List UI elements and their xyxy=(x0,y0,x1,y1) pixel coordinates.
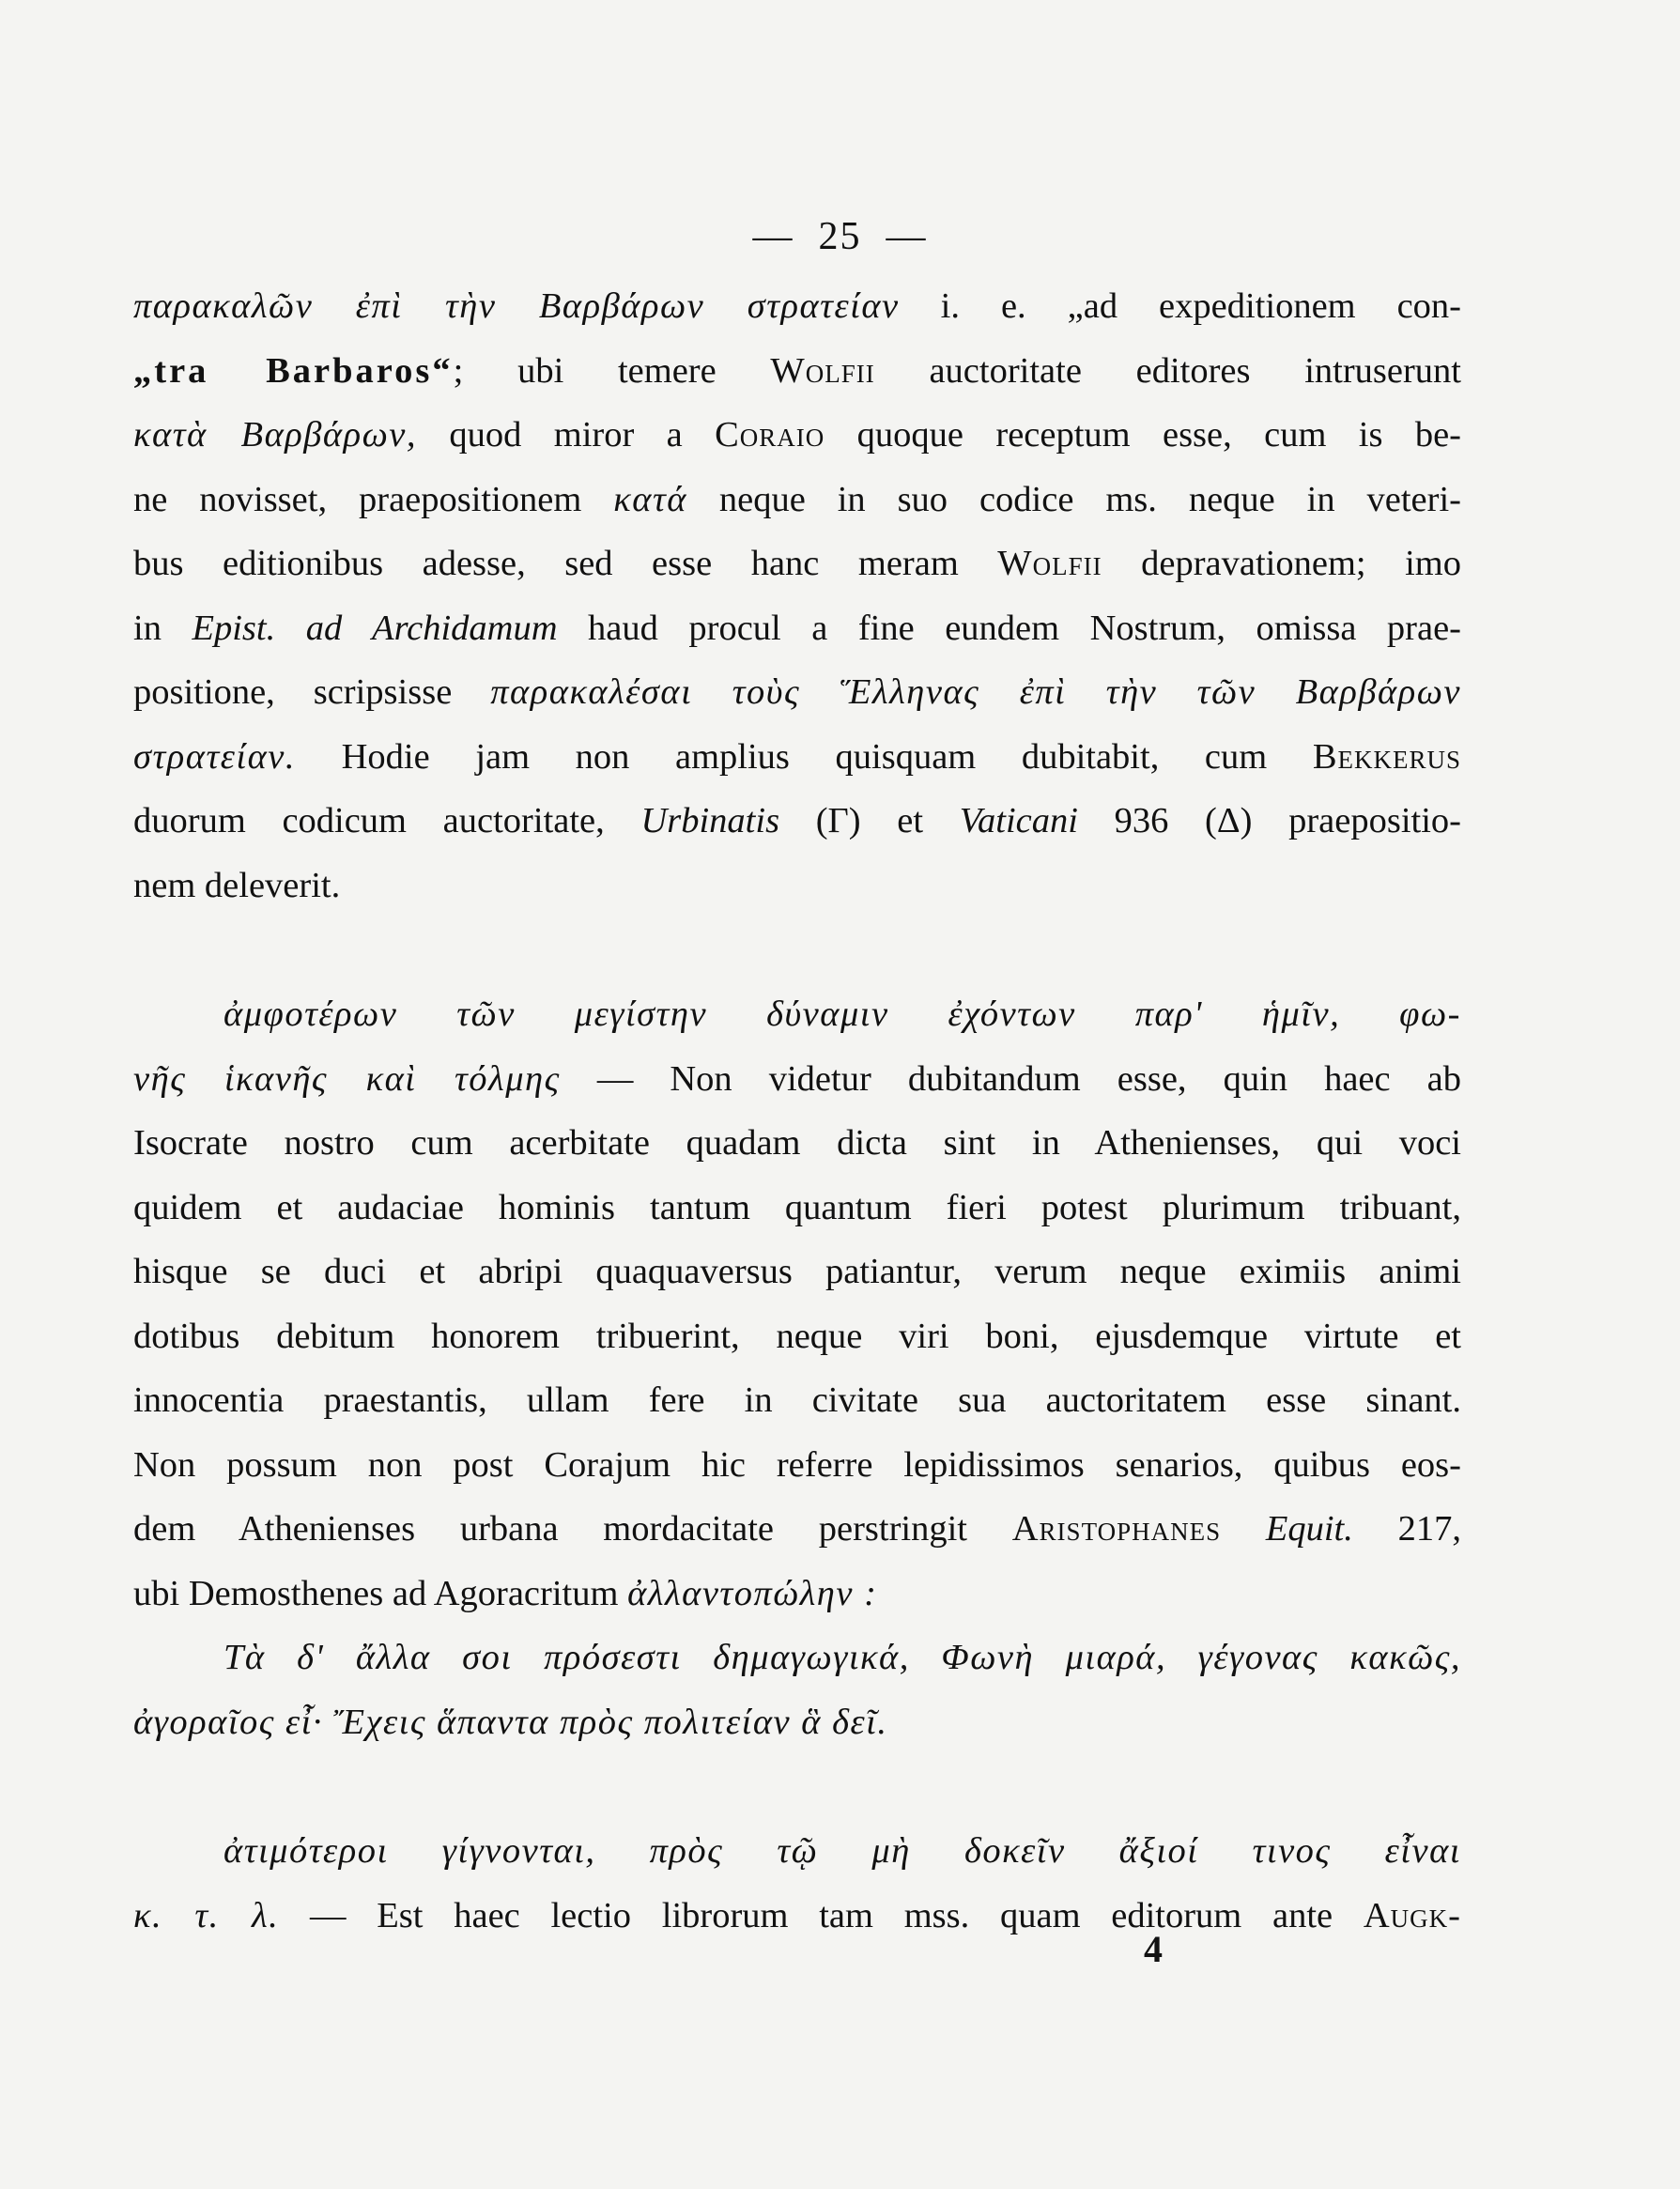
text-run: ubi Demosthenes ad Agoracritum xyxy=(133,1573,628,1613)
author-name: Coraio xyxy=(715,415,825,455)
text-run: auctoritate editores intruserunt xyxy=(874,350,1462,391)
page-number: 25 xyxy=(818,215,862,258)
text-line xyxy=(133,1304,1461,1369)
text-line xyxy=(133,1176,1461,1241)
text-run: i. e. „ad expeditionem con- xyxy=(899,286,1462,326)
greek-phrase: κ. τ. λ. xyxy=(133,1895,280,1935)
text-run: haud procul a fine eundem Nostrum, omissa prae- xyxy=(557,608,1461,648)
text-line xyxy=(133,1368,1461,1433)
paragraph-gap xyxy=(133,917,1461,982)
text-line xyxy=(133,1884,1461,1949)
text-run: — Est haec lectio librorum tam mss. quam editorum ante xyxy=(279,1895,1364,1935)
work-title: Epist. ad Archidamum xyxy=(192,608,558,648)
text-run: (Γ) et xyxy=(779,801,960,840)
text-line xyxy=(133,1433,1461,1498)
text-line xyxy=(133,789,1461,854)
author-name: Augk- xyxy=(1363,1895,1461,1935)
greek-phrase: ἀτιμότεροι γίγνονται, πρὸς τῷ μὴ δοκεῖν ἄξιοί τινος εἶναι xyxy=(223,1831,1461,1871)
paragraph-gap xyxy=(133,1754,1461,1819)
greek-phrase: κατὰ Βαρβάρων, xyxy=(133,415,418,455)
work-title: Equit. xyxy=(1221,1509,1353,1549)
text-line xyxy=(133,1047,1461,1112)
greek-phrase: παρακαλῶν ἐπὶ τὴν Βαρβάρων στρατείαν xyxy=(133,286,900,326)
spaced-phrase: „tra Barbaros“ xyxy=(133,350,454,391)
page-number-header xyxy=(0,214,1680,259)
greek-phrase: νῆς ἱκανῆς καὶ τόλμης xyxy=(133,1058,561,1099)
text-run: ne novisset, praepositionem xyxy=(133,479,614,519)
text-line xyxy=(133,468,1461,532)
text-run: in xyxy=(133,608,193,648)
author-name: Wolfii xyxy=(770,350,875,391)
text-line xyxy=(133,339,1461,404)
text-run: Non possum non post Corajum hic referre lepidissimos senarios, quibus eos- xyxy=(133,1444,1461,1485)
codex-name: Urbinatis xyxy=(640,801,780,840)
text-line xyxy=(133,660,1461,725)
text-line xyxy=(133,982,1461,1047)
greek-verse: Τὰ δ' ἄλλα σοι πρόσεστι δημαγωγικά, Φωνὴ μιαρά, γέγονας κακῶς, xyxy=(223,1638,1461,1677)
text-line xyxy=(133,532,1461,596)
author-name: Aristophanes xyxy=(1011,1509,1222,1549)
codex-name: Vaticani xyxy=(959,801,1078,840)
text-line xyxy=(133,274,1461,339)
text-run: 217, xyxy=(1352,1509,1461,1549)
text-run: bus editionibus adesse, sed esse hanc meram xyxy=(133,544,998,583)
text-run: quoque receptum esse, cum is be- xyxy=(825,415,1461,455)
text-run: Hodie jam non amplius quisquam dubitabit, cum xyxy=(296,736,1313,777)
folio-dash-left: — xyxy=(752,215,794,258)
greek-phrase: κατά xyxy=(613,479,687,519)
text-run: hisque se duci et abripi quaquaversus patiantur, verum neque eximiis animi xyxy=(133,1252,1461,1291)
text-run: neque in suo codice ms. neque in veteri- xyxy=(686,479,1461,519)
verse-line xyxy=(133,1626,1461,1690)
text-line xyxy=(133,1819,1461,1884)
text-run: innocentia praestantis, ullam fere in civitate sua auctoritatem esse sinant. xyxy=(133,1380,1461,1420)
text-line xyxy=(133,725,1461,790)
greek-phrase: παρακαλέσαι τοὺς Ἕλληνας ἐπὶ τὴν τῶν Βαρβάρων xyxy=(490,672,1462,712)
body-text xyxy=(133,274,1461,1948)
text-run: quidem et audaciae hominis tantum quantum fieri potest plurimum tribuant, xyxy=(133,1187,1461,1227)
greek-phrase: ἀλλαντοπώλην : xyxy=(627,1573,878,1613)
text-run: ; ubi temere xyxy=(453,350,771,391)
text-run: 936 (Δ) praepositio- xyxy=(1077,801,1461,840)
text-run: Isocrate nostro cum acerbitate quadam dicta sint in Athenienses, qui voci xyxy=(133,1123,1461,1163)
text-line xyxy=(133,1240,1461,1304)
text-run: quod miror a xyxy=(417,415,716,455)
text-line xyxy=(133,1111,1461,1176)
text-line xyxy=(133,596,1461,661)
author-name: Bekkerus xyxy=(1312,736,1461,777)
greek-phrase: στρατείαν. xyxy=(133,736,297,777)
text-line xyxy=(133,1562,1461,1626)
verse-line xyxy=(133,1690,1461,1755)
text-line xyxy=(133,1497,1461,1562)
text-line xyxy=(133,403,1461,468)
greek-phrase: ἀμφοτέρων τῶν μεγίστην δύναμιν ἐχόντων παρ' ἡμῖν, φω- xyxy=(223,994,1461,1034)
text-run: dotibus debitum honorem tribuerint, neque viri boni, ejusdemque virtute et xyxy=(133,1316,1461,1356)
author-name: Wolfii xyxy=(997,544,1102,583)
text-line xyxy=(133,854,1461,918)
signature-mark: 4 xyxy=(1144,1928,1163,1970)
folio-dash-right: — xyxy=(886,215,928,258)
text-run: depravationem; imo xyxy=(1102,544,1461,583)
greek-verse: ἀγοραῖος εἶ· Ἔχεις ἅπαντα πρὸς πολιτείαν ἃ δεῖ. xyxy=(133,1702,888,1742)
text-run: — Non videtur dubitandum esse, quin haec ab xyxy=(560,1058,1461,1099)
text-run: duorum codicum auctoritate, xyxy=(133,801,641,840)
text-run: positione, scripsisse xyxy=(133,672,491,712)
text-run: nem deleverit. xyxy=(133,865,341,905)
text-run: dem Athenienses urbana mordacitate perstringit xyxy=(133,1509,1012,1549)
